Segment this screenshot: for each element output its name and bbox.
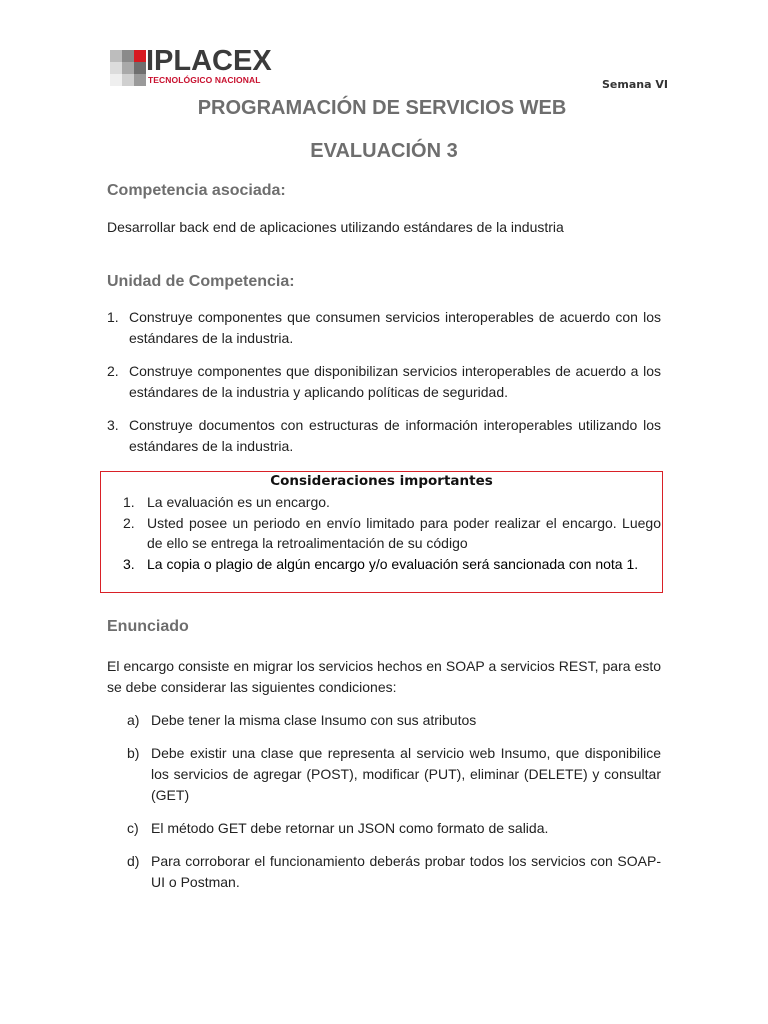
unidad-heading: Unidad de Competencia:: [107, 273, 295, 290]
list-marker: 1.: [107, 309, 119, 325]
list-item: [107, 307, 661, 349]
list-marker: a): [127, 712, 140, 728]
list-item: [127, 851, 661, 893]
logo-tagline: TECNOLÓGICO NACIONAL: [148, 75, 261, 85]
list-marker: 2.: [107, 363, 119, 379]
list-marker: 2.: [123, 514, 135, 531]
list-item-text: Construye documentos con estructuras de información interoperables utilizando los estándares de la industria.: [129, 417, 661, 454]
list-item-text: Debe existir una clase que representa al servicio web Insumo, que disponibilice los servicios de agregar (POST), modificar (PUT), eliminar (DELETE) y consultar (GET): [151, 745, 661, 803]
consideraciones-list: [123, 492, 661, 574]
list-marker: b): [127, 745, 140, 761]
list-item-text: La evaluación es un encargo.: [147, 494, 330, 510]
week-label: Semana VI: [602, 78, 668, 91]
list-item-text: Usted posee un periodo en envío limitado para poder realizar el encargo. Luego de ello se entrega la retroalimentación de su código: [147, 514, 661, 551]
list-item-text: La copia o plagio de algún encargo y/o evaluación será sancionada con nota 1.: [147, 555, 639, 572]
list-item-text: Para corroborar el funcionamiento deberás probar todos los servicios con SOAP-UI o Postman.: [151, 853, 661, 890]
list-item: [123, 554, 661, 575]
logo-brand: IPLACEX: [146, 45, 272, 77]
unidad-list: [107, 307, 661, 457]
list-item-text: Construye componentes que consumen servicios interoperables de acuerdo con los estándares de la industria.: [129, 309, 661, 346]
list-marker: 3.: [123, 555, 135, 572]
list-marker: d): [127, 853, 140, 869]
list-marker: 1.: [123, 494, 135, 510]
list-item: [127, 710, 661, 731]
competencia-heading: Competencia asociada:: [107, 182, 286, 199]
course-title: PROGRAMACIÓN DE SERVICIOS WEB: [197, 97, 567, 119]
list-item: [127, 818, 661, 839]
iplacex-logo: [110, 45, 280, 90]
list-item: [123, 513, 661, 554]
enunciado-intro: El encargo consiste en migrar los servicios hechos en SOAP a servicios REST, para esto se debe considerar las siguientes condiciones:: [107, 658, 661, 695]
enunciado-heading: Enunciado: [107, 618, 189, 635]
list-marker: c): [127, 820, 139, 836]
list-marker: 3.: [107, 417, 119, 433]
consideraciones-title: Consideraciones importantes: [270, 473, 493, 489]
competencia-text: Desarrollar back end de aplicaciones utilizando estándares de la industria: [107, 219, 564, 235]
evaluation-title: EVALUACIÓN 3: [310, 140, 458, 162]
list-item-text: El método GET debe retornar un JSON como formato de salida.: [151, 820, 549, 836]
iplacex-mosaic-icon: [110, 50, 146, 86]
list-item: [127, 743, 661, 806]
list-item-text: Debe tener la misma clase Insumo con sus atributos: [151, 712, 477, 728]
list-item: [123, 492, 661, 513]
list-item: [107, 415, 661, 457]
list-item-text: Construye componentes que disponibilizan servicios interoperables de acuerdo a los estándares de la industria y aplicando políticas de seguridad.: [129, 363, 661, 400]
enunciado-list: [127, 710, 661, 893]
list-item: [107, 361, 661, 403]
consideraciones-box: [100, 471, 663, 593]
